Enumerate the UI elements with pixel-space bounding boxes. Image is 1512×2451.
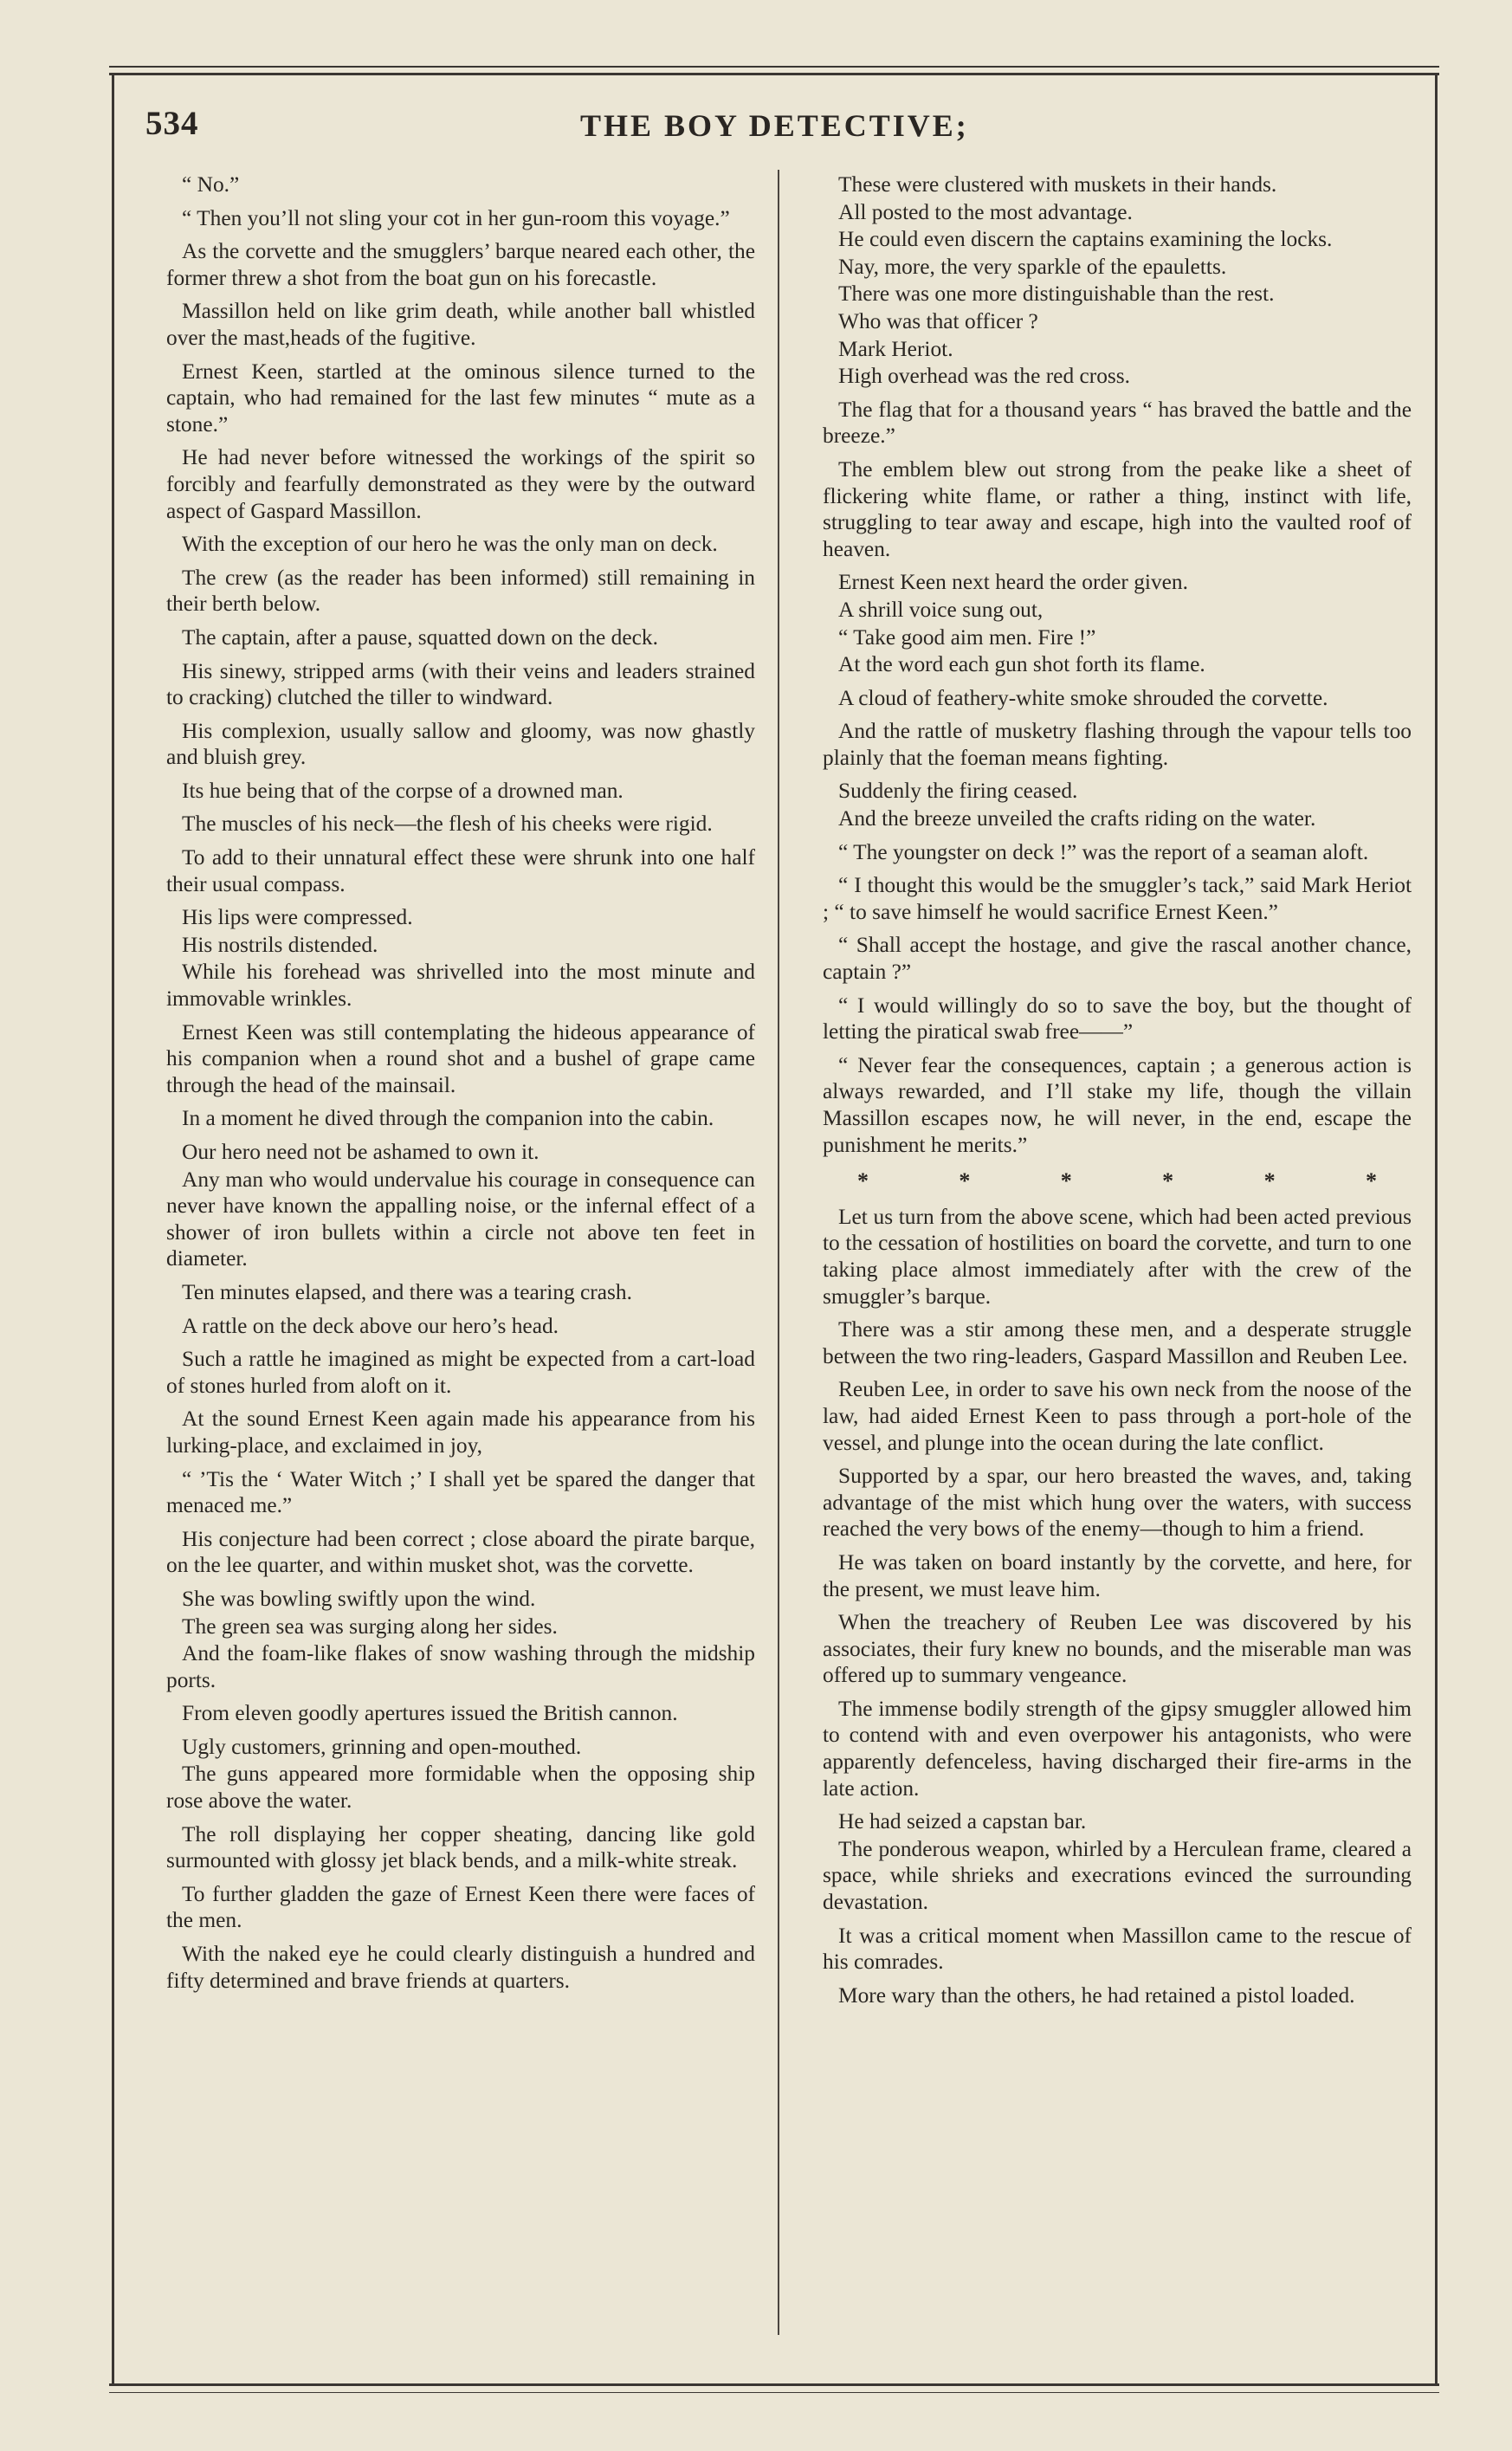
paragraph: The ponderous weapon, whirled by a Herculean frame, cleared a space, while shrieks and execrations evinced the surrounding devastation. <box>823 1836 1412 1915</box>
column-divider <box>778 170 779 2335</box>
right-column-upper <box>823 171 1412 1158</box>
right-border <box>1435 73 1438 2385</box>
paragraph: Our hero need not be ashamed to own it. <box>182 1140 540 1164</box>
section-star: * <box>959 1168 971 1194</box>
paragraph: And the foam-like flakes of snow washing through the midship ports. <box>166 1641 755 1692</box>
paragraph: Ten minutes elapsed, and there was a tearing crash. <box>182 1279 632 1304</box>
paragraph: “ Then you’ll not sling your cot in her gun-room this voyage.” <box>182 205 730 230</box>
section-star: * <box>857 1168 869 1194</box>
paragraph: The immense bodily strength of the gipsy smuggler allowed him to contend with and even overpower his antagonists, who were apparently defenceless, having discharged their fire-arms in the late action. <box>823 1696 1412 1801</box>
paragraph: High overhead was the red cross. <box>838 364 1131 389</box>
paragraph: Any man who would undervalue his courage in consequence can never have known the appalling noise, or the infernal effect of a shower of iron bullets within a circle not above ten feet in diameter. <box>166 1167 755 1271</box>
paragraph: “ Never fear the consequences, captain ; a generous action is always rewarded, and I’ll stake my life, though the villain Massillon escapes now, he will never, in the end, escape the punishment he merits.” <box>823 1052 1412 1157</box>
paragraph: His complexion, usually sallow and gloomy, was now ghastly and bluish grey. <box>166 718 755 770</box>
paragraph: The roll displaying her copper sheating, dancing like gold surmounted with glossy jet black bends, and a milk-white streak. <box>166 1821 755 1873</box>
left-column <box>166 171 755 2001</box>
paragraph: To add to their unnatural effect these were shrunk into one half their usual compass. <box>166 845 755 896</box>
paragraph: The green sea was surging along her sides. <box>182 1614 558 1639</box>
right-column <box>823 171 1412 2015</box>
paragraph: “ I would willingly do so to save the boy, but the thought of letting the piratical swab free——” <box>823 993 1412 1044</box>
paragraph: He could even discern the captains examining the locks. <box>838 227 1333 252</box>
paragraph: With the exception of our hero he was the only man on deck. <box>182 532 718 557</box>
paragraph: His conjecture had been correct ; close aboard the pirate barque, on the lee quarter, and within musket shot, was the corvette. <box>166 1526 755 1578</box>
paragraph: Its hue being that of the corpse of a drowned man. <box>182 778 624 803</box>
paragraph: She was bowling swiftly upon the wind. <box>182 1586 536 1611</box>
paragraph: Let us turn from the above scene, which had been acted previous to the cessation of hostilities on board the corvette, and turn to one taking place almost immediately after with the crew of the smuggler’s barque. <box>823 1204 1412 1309</box>
paragraph: Nay, more, the very sparkle of the epauletts. <box>838 254 1227 279</box>
left-border <box>112 73 114 2385</box>
paragraph: Reuben Lee, in order to save his own neck from the noose of the law, had aided Ernest Keen to pass through a port-hole of the vessel, and plunge into the ocean during the late conflict. <box>823 1377 1412 1455</box>
bottom-rule <box>109 2383 1439 2386</box>
paragraph: There was one more distinguishable than the rest. <box>838 281 1275 307</box>
paragraph: As the corvette and the smugglers’ barque neared each other, the former threw a shot from the boat gun on his forecastle. <box>166 239 755 290</box>
section-star: * <box>1162 1168 1174 1194</box>
paragraph: He had seized a capstan bar. <box>838 1809 1087 1834</box>
paragraph: “ I thought this would be the smuggler’s tack,” said Mark Heriot ; “ to save himself he would sacrifice Ernest Keen.” <box>823 873 1412 924</box>
top-rule-thick <box>109 73 1439 75</box>
paragraph: Ernest Keen was still contemplating the hideous appearance of his companion when a round shot and a bushel of grape came through the head of the mainsail. <box>166 1019 755 1097</box>
paragraph: He had never before witnessed the workings of the spirit so forcibly and fearfully demonstrated as they were by the outward aspect of Gaspard Massillon. <box>166 445 755 523</box>
paragraph: A shrill voice sung out, <box>838 597 1044 622</box>
paragraph: A cloud of feathery-white smoke shrouded the corvette. <box>838 685 1328 710</box>
paragraph: Who was that officer ? <box>838 308 1038 333</box>
paragraph: His lips were compressed. <box>182 905 413 930</box>
paragraph: “ ’Tis the ‘ Water Witch ;’ I shall yet be spared the danger that menaced me.” <box>166 1466 755 1518</box>
paragraph: “ Take good aim men. Fire !” <box>838 624 1096 650</box>
paragraph: The flag that for a thousand years “ has braved the battle and the breeze.” <box>823 397 1412 449</box>
paragraph: Ernest Keen next heard the order given. <box>838 570 1188 595</box>
paragraph: To further gladden the gaze of Ernest Keen there were faces of the men. <box>166 1881 755 1933</box>
paragraph: He was taken on board instantly by the corvette, and here, for the present, we must leave him. <box>823 1549 1412 1601</box>
section-break <box>823 1165 1412 1204</box>
paragraph: Suddenly the firing ceased. <box>838 779 1078 804</box>
paragraph: The guns appeared more formidable when the opposing ship rose above the water. <box>166 1762 755 1814</box>
section-star: * <box>1263 1168 1276 1194</box>
paragraph: Ernest Keen, startled at the ominous silence turned to the captain, who had remained for the last few minutes “ mute as a stone.” <box>166 359 755 437</box>
running-title: THE BOY DETECTIVE; <box>580 108 969 143</box>
paragraph: “ The youngster on deck !” was the report of a seaman aloft. <box>838 839 1369 864</box>
section-star: * <box>1365 1168 1377 1194</box>
paragraph: Massillon held on like grim death, while another ball whistled over the mast,heads of the fugitive. <box>166 299 755 350</box>
right-column-lower <box>823 1204 1412 2009</box>
paragraph: At the word each gun shot forth its flame. <box>838 652 1205 677</box>
paragraph: “ Shall accept the hostage, and give the rascal another chance, captain ?” <box>823 933 1412 985</box>
paragraph: His nostrils distended. <box>182 932 378 957</box>
bottom-rule-thin <box>109 2392 1439 2393</box>
paragraph: The emblem blew out strong from the peake like a sheet of flickering white flame, or rather a thing, instinct with life, struggling to tear away and escape, high into the vaulted roof of heaven. <box>823 456 1412 561</box>
paragraph: When the treachery of Reuben Lee was discovered by his associates, their fury knew no bounds, and the miserable man was offered up to summary vengeance. <box>823 1610 1412 1688</box>
paragraph: It was a critical moment when Massillon came to the rescue of his comrades. <box>823 1923 1412 1975</box>
paragraph: More wary than the others, he had retained a pistol loaded. <box>838 1982 1355 2008</box>
paragraph: His sinewy, stripped arms (with their veins and leaders strained to cracking) clutched the tiller to windward. <box>166 658 755 710</box>
page-number: 534 <box>145 105 199 142</box>
top-rule <box>109 66 1439 68</box>
paragraph: The captain, after a pause, squatted down on the deck. <box>182 624 658 650</box>
paragraph: At the sound Ernest Keen again made his appearance from his lurking-place, and exclaimed in joy, <box>166 1407 755 1458</box>
paragraph: And the rattle of musketry flashing through the vapour tells too plainly that the foeman means fighting. <box>823 719 1412 770</box>
paragraph: In a moment he dived through the companion into the cabin. <box>182 1106 714 1131</box>
paragraph: “ No.” <box>182 172 240 197</box>
paragraph: All posted to the most advantage. <box>838 199 1133 224</box>
paragraph: A rattle on the deck above our hero’s head. <box>182 1313 559 1338</box>
paragraph: From eleven goodly apertures issued the British cannon. <box>182 1701 678 1726</box>
paragraph: While his forehead was shrivelled into the most minute and immovable wrinkles. <box>166 960 755 1012</box>
paragraph: And the breeze unveiled the crafts riding on the water. <box>838 806 1316 831</box>
paragraph: Mark Heriot. <box>838 336 953 361</box>
section-star: * <box>1060 1168 1072 1194</box>
paragraph: Such a rattle he imagined as might be expected from a cart-load of stones hurled from aloft on it. <box>166 1347 755 1398</box>
paragraph: With the naked eye he could clearly distinguish a hundred and fifty determined and brave friends at quarters. <box>166 1942 755 1993</box>
paragraph: These were clustered with muskets in their hands. <box>838 172 1277 197</box>
paragraph: Supported by a spar, our hero breasted the waves, and, taking advantage of the mist which hung over the waters, with success reached the very bows of the enemy—though to him a friend. <box>823 1464 1412 1542</box>
paragraph: Ugly customers, grinning and open-mouthed. <box>182 1734 582 1759</box>
paragraph: The crew (as the reader has been informed) still remaining in their berth below. <box>166 565 755 617</box>
paragraph: The muscles of his neck—the flesh of his cheeks were rigid. <box>182 812 713 837</box>
paragraph: There was a stir among these men, and a desperate struggle between the two ring-leaders, Gaspard Massillon and Reuben Lee. <box>823 1317 1412 1368</box>
